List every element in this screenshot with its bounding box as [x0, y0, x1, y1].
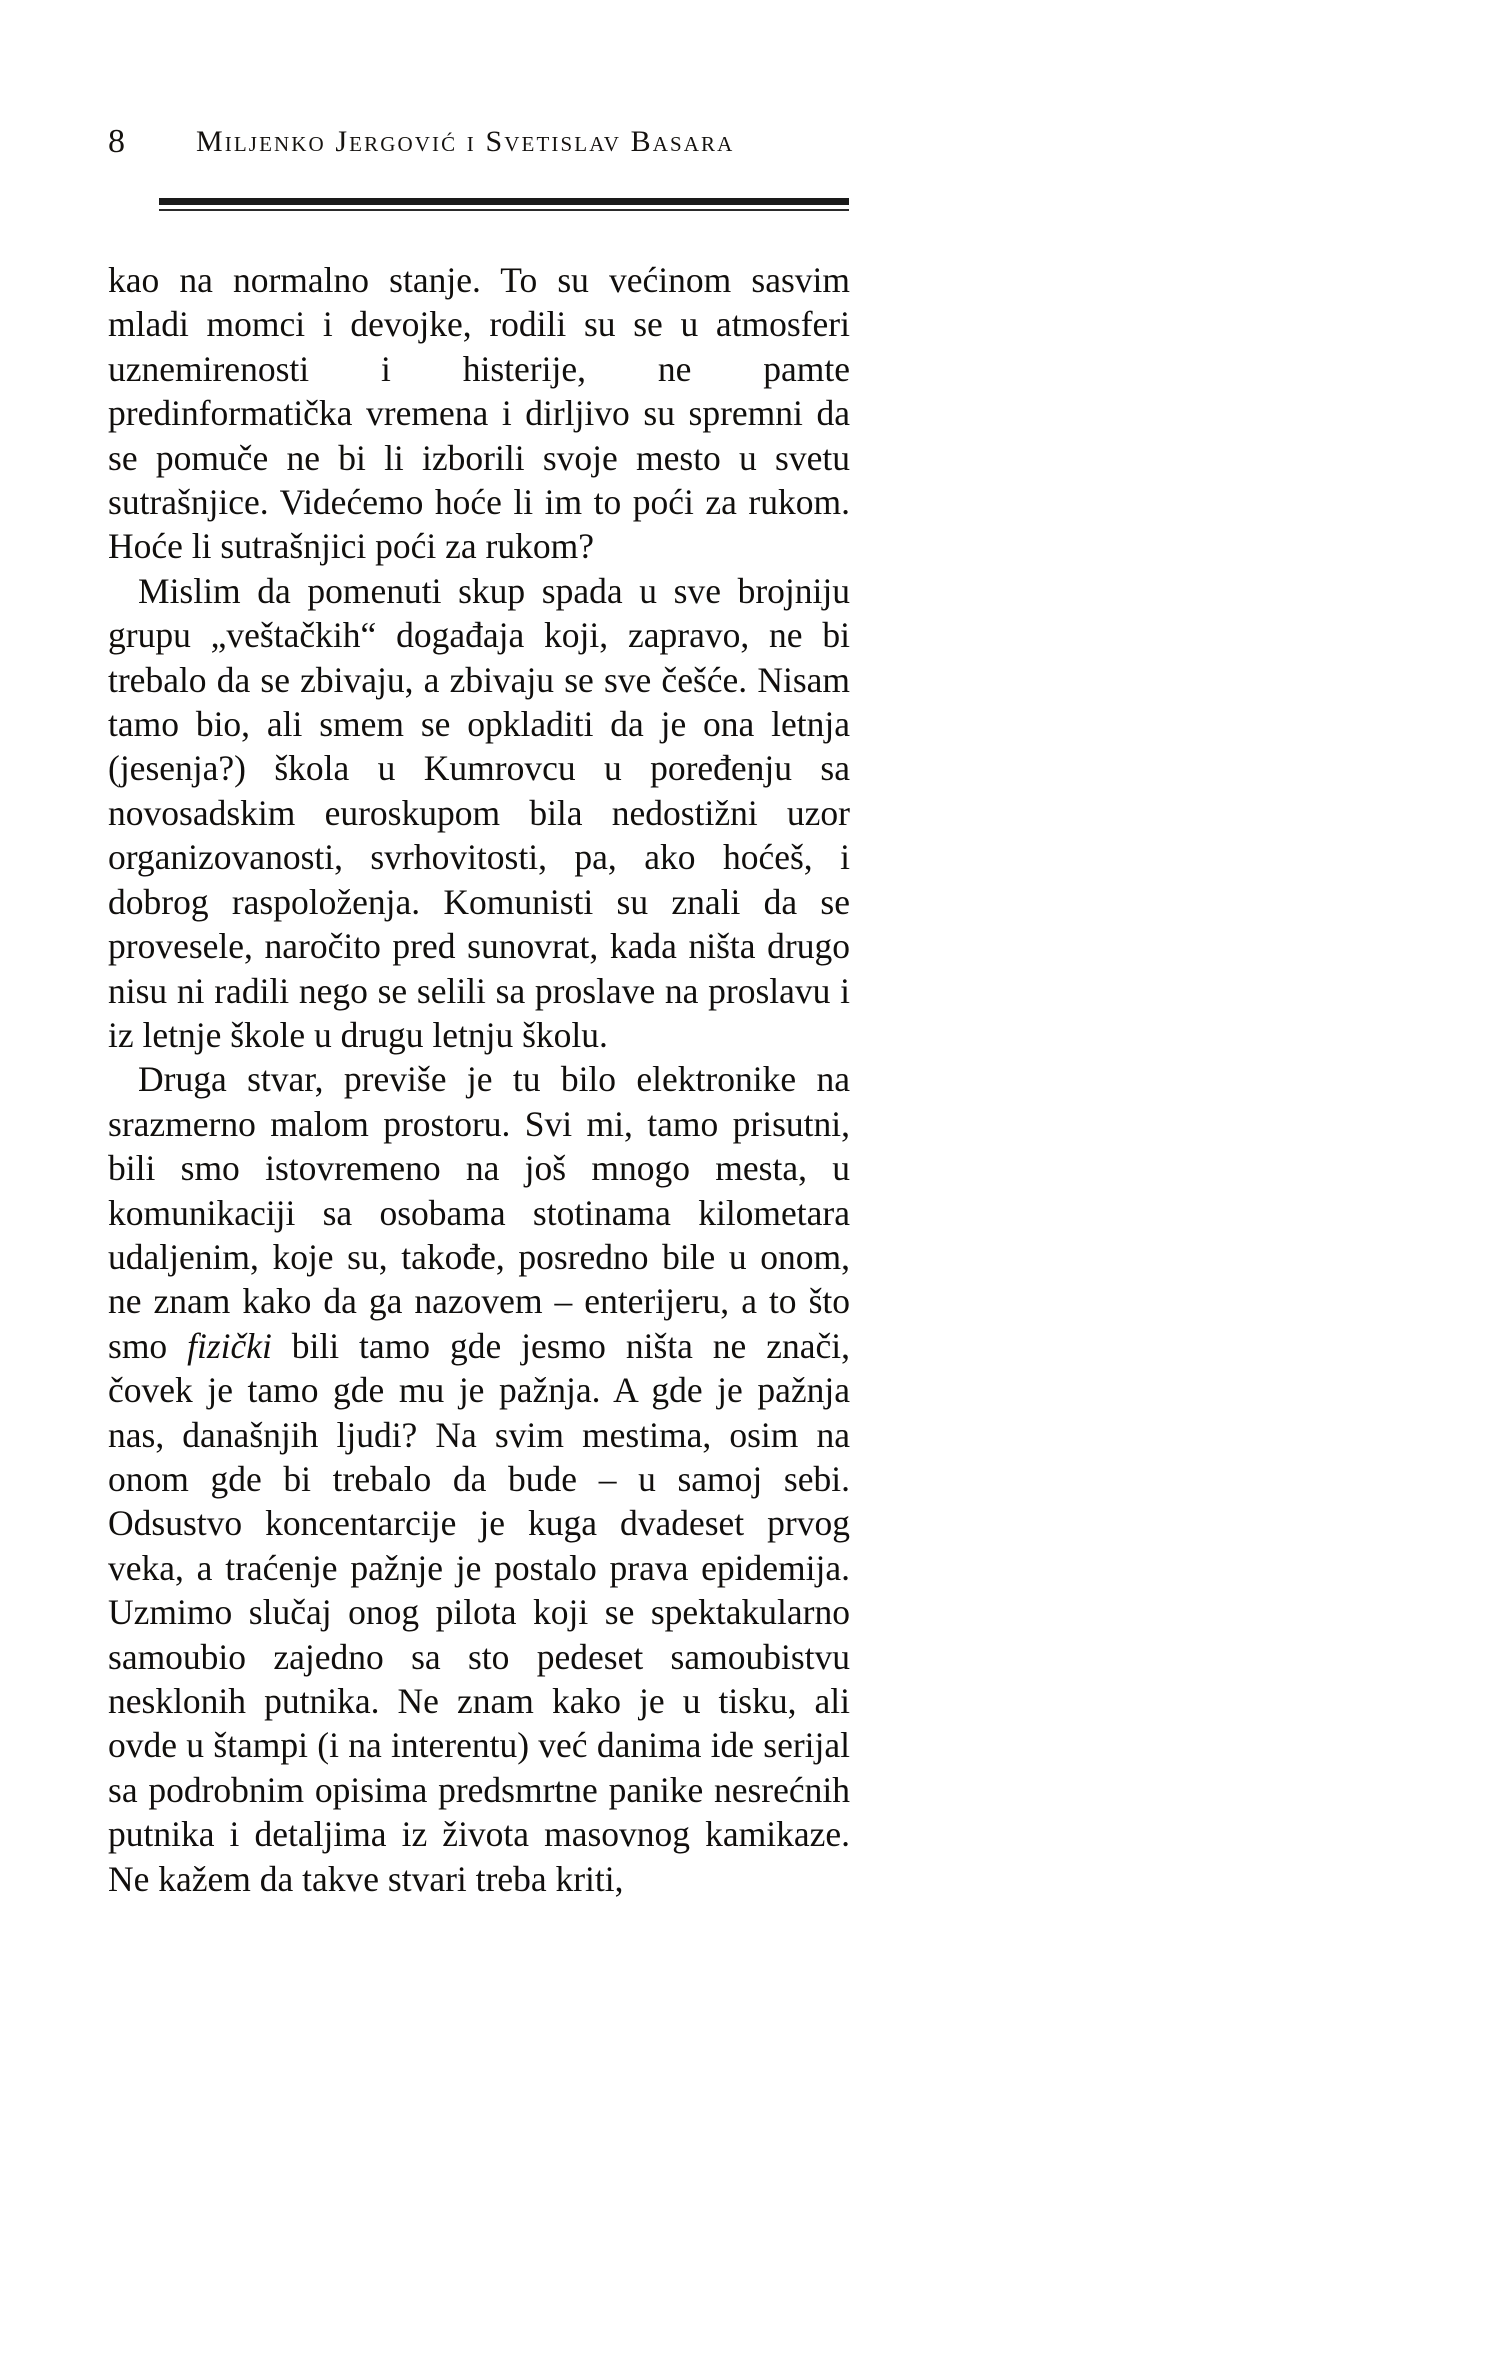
body-text-column: [108, 258, 850, 1901]
running-head: [108, 118, 853, 180]
header-divider: [159, 198, 849, 211]
paragraph-3: [108, 1057, 850, 1901]
running-title: Miljenko Jergović i Svetislav Basara: [196, 125, 735, 158]
paragraph-3-italic-word: fizički: [187, 1325, 272, 1366]
paragraph-2: Mislim da pomenuti skup spada u sve brojniju grupu „veštačkih“ događaja koji, zapravo, ne bi trebalo da se zbivaju, a zbivaju se sve češće. Nisam tamo bio, ali smem se opkladiti da je ona letnja (jesenja?) škola u Kumrovcu u poređenju sa novosadskim euroskupom bila nedostižni uzor organizovanosti, svrhovitosti, pa, ako hoćeš, i dobrog raspoloženja. Komunisti su znali da se provesele, naročito pred sunovrat, kada ništa drugo nisu ni radili nego se selili sa proslave na proslavu i iz letnje škole u drugu letnju školu.: [108, 570, 850, 1055]
paragraph-3-text-after-italic: bili tamo gde jesmo ništa ne znači, čovek je tamo gde mu je pažnja. A gde je pažnja nas, današnjih ljudi? Na svim mestima, osim na onom gde bi trebalo da bude – u samoj sebi. Odsustvo koncentarcije je kuga dvadeset prvog veka, a traćenje pažnje je postalo prava epidemija. Uzmimo slučaj onog pilota koji se spektakularno samoubio zajedno sa sto pedeset samoubistvu nesklonih putnika. Ne znam kako je u tisku, ali ovde u štampi (i na interentu) već danima ide serijal sa podrobnim opisima predsmrtne panike nesrećnih putnika i detaljima iz života masovnog kamikaze. Ne kažem da takve stvari treba kriti,: [108, 1325, 850, 1899]
divider-rule-thin: [159, 209, 849, 211]
paragraph-3-text-before-italic: Druga stvar, previše je tu bilo elektronike na srazmerno malom prostoru. Svi mi, tamo prisutni, bili smo istovremeno na još mnogo mesta, u komunikaciji sa osobama stotinama kilometara udaljenim, koje su, takođe, posredno bile u onom, ne znam kako da ga nazovem – enterijeru, a to što smo: [108, 1059, 850, 1366]
page-number: 8: [108, 123, 125, 160]
paragraph-1: kao na normalno stanje. To su većinom sasvim mladi momci i devojke, rodili su se u atmosferi uznemirenosti i histerije, ne pamte predinformatička vremena i dirljivo su spremni da se pomuče ne bi li izborili svoje mesto u svetu sutrašnjice. Videćemo hoće li im to poći za rukom. Hoće li sutrašnjici poći za rukom?: [108, 260, 850, 567]
divider-rule-thick: [159, 198, 849, 205]
